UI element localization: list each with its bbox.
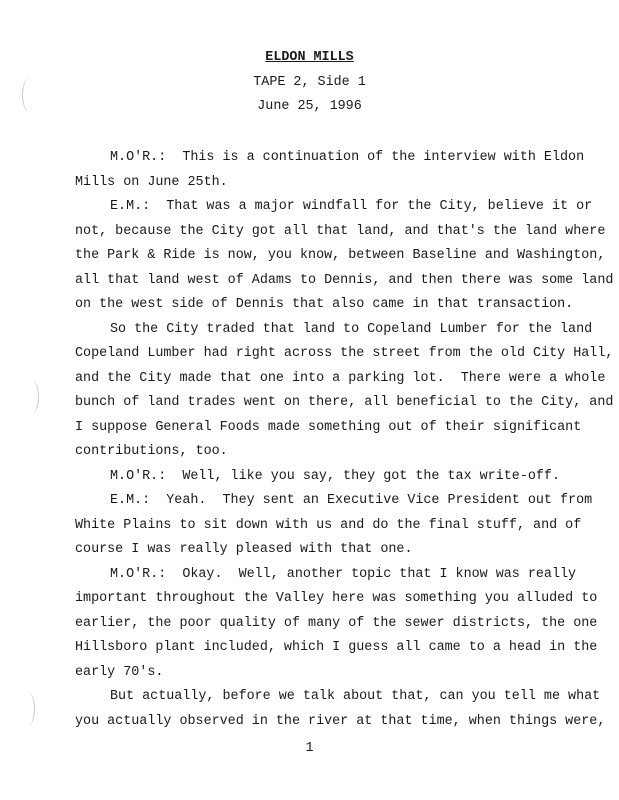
document-title: ELDON MILLS — [265, 50, 354, 65]
transcript-line: So the City traded that land to Copeland Lumber for the land — [110, 321, 593, 337]
transcript-line: M.O'R.: Well, like you say, they got the tax write-off. — [110, 468, 560, 484]
transcript-line: E.M.: Yeah. They sent an Executive Vice President out from — [110, 493, 593, 508]
transcript-line: contributions, too. — [75, 444, 228, 459]
transcript-line: I suppose General Foods made something out of their significant — [75, 419, 582, 435]
transcript-line: earlier, the poor quality of many of the sewer districts, the one — [75, 615, 598, 631]
transcript-line: Copeland Lumber had right across the street from the old City Hall, — [75, 346, 614, 361]
transcript-line: M.O'R.: Okay. Well, another topic that I know was really — [110, 566, 577, 582]
transcript-line: bunch of land trades went on there, all beneficial to the City, and — [75, 395, 614, 410]
interview-date: June 25, 1996 — [257, 99, 362, 114]
transcript-line: you actually observed in the river at that time, when things were, — [75, 713, 606, 729]
transcript-line: course I was really pleased with that one. — [75, 542, 413, 557]
transcript-line: Mills on June 25th. — [75, 174, 228, 190]
punch-hole-mark — [24, 380, 39, 414]
transcript-line: Hillsboro plant included, which I guess all came to a head in the — [75, 640, 598, 655]
transcript-line: on the west side of Dennis that also came in that transaction. — [75, 297, 574, 312]
punch-hole-mark — [20, 692, 35, 726]
page-number: 1 — [305, 741, 314, 756]
transcript-line: and the City made that one into a parking lot. There were a whole — [75, 370, 606, 386]
transcript-line: M.O'R.: This is a continuation of the interview with Eldon — [110, 150, 585, 165]
transcript-line: not, because the City got all that land, and that's the land where — [75, 223, 606, 239]
transcript-line: But actually, before we talk about that, can you tell me what — [110, 689, 601, 704]
transcript-line: White Plains to sit down with us and do the final stuff, and of — [75, 517, 582, 533]
transcript-line: the Park & Ride is now, you know, between Baseline and Washington, — [75, 248, 606, 263]
transcript-line: all that land west of Adams to Dennis, and then there was some land — [75, 272, 614, 288]
transcript-body — [75, 146, 614, 734]
transcript-line: early 70's. — [75, 664, 164, 680]
transcript-line: E.M.: That was a major windfall for the City, believe it or — [110, 199, 593, 214]
transcript-line: important throughout the Valley here was something you alluded to — [75, 591, 598, 606]
tape-label: TAPE 2, Side 1 — [253, 75, 366, 90]
